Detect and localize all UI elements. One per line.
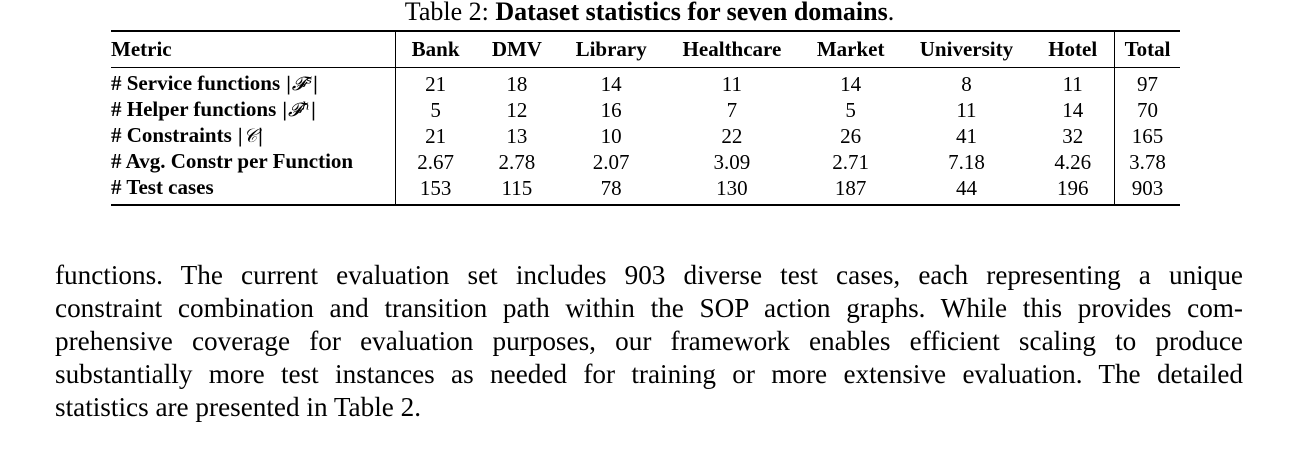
table-caption [0,0,1299,27]
row-label-math: |𝓕ʰ| [281,99,317,121]
cell-hotel: 14 [1031,97,1114,123]
cell-dmv: 12 [506,97,528,122]
column-header-metric: Metric [111,31,395,68]
cell-dmv: 18 [506,71,528,96]
row-label-math: |𝒞| [237,125,264,147]
table-row [111,68,1180,98]
paragraph-line: constraint combination and transition path within the SOP action graphs. While this provides com- [55,293,1243,323]
cell-library: 10 [600,123,622,148]
row-label-text: # Avg. Constr per Function [111,149,354,173]
row-label-text: # Service functions [111,71,286,95]
cell-market: 187 [834,175,867,200]
row-label [111,68,395,98]
row-label [111,97,395,123]
cell-market: 5 [845,97,856,122]
cell-dmv: 115 [501,175,533,200]
cell-library: 2.07 [592,149,630,174]
cell-bank: 21 [425,71,447,96]
column-header-healthcare: Healthcare [664,31,800,68]
dataset-statistics-table [111,30,1180,206]
cell-market: 2.71 [832,149,870,174]
cell-total: 70 [1137,97,1159,122]
cell-bank: 21 [425,123,447,148]
cell-university: 7.18 [948,149,985,174]
paragraph-line: functions. The current evaluation set includes 903 diverse test cases, each representing a unique [55,260,1243,290]
cell-market: 26 [840,123,862,148]
cell-hotel: 32 [1031,123,1114,149]
row-label-text: # Helper functions [111,97,282,121]
cell-library: 78 [600,175,622,200]
cell-total: 903 [1131,175,1164,200]
cell-healthcare: 130 [716,175,748,200]
cell-university: 41 [955,123,977,148]
cell-dmv: 13 [506,123,528,148]
row-label-text: # Test cases [111,175,214,199]
cell-healthcare: 7 [726,97,738,122]
cell-market: 14 [840,71,862,96]
cell-hotel: 4.26 [1031,149,1114,175]
table-row [111,175,1180,205]
cell-bank: 153 [419,175,452,200]
cell-total: 165 [1131,123,1164,148]
table-header-row [111,31,1180,68]
cell-bank: 5 [430,97,441,122]
row-label-math: |𝓕ˢ| [285,73,319,95]
column-header-bank: Bank [395,31,475,68]
row-label [111,175,395,205]
table-row [111,149,1180,175]
body-paragraph [55,259,1243,424]
cell-university: 44 [955,175,977,200]
cell-healthcare: 11 [721,71,743,96]
cell-total: 3.78 [1129,149,1166,174]
paragraph-line: statistics are presented in Table 2. [55,392,422,422]
row-label-text: # Constraints [111,123,238,147]
cell-library: 16 [600,97,622,122]
cell-hotel: 196 [1031,175,1114,205]
paragraph-line: substantially more test instances as needed for training or more extensive evaluation. The detailed [55,359,1243,389]
column-header-dmv: DMV [476,31,559,68]
cell-bank: 2.67 [417,149,454,174]
row-label [111,149,395,175]
table-row [111,97,1180,123]
column-header-university: University [902,31,1032,68]
column-header-market: Market [800,31,902,68]
cell-healthcare: 22 [721,123,743,148]
cell-total: 97 [1137,71,1159,96]
paragraph-line: prehensive coverage for evaluation purposes, our framework enables efficient scaling to produce [55,326,1243,356]
caption-suffix: . [887,0,895,26]
cell-hotel: 11 [1031,68,1114,98]
cell-dmv: 2.78 [498,149,536,174]
row-label [111,123,395,149]
cell-library: 14 [600,71,622,96]
cell-university: 8 [961,71,972,96]
caption-title: Dataset statistics for seven domains [495,0,888,26]
table-row [111,123,1180,149]
cell-university: 11 [956,97,977,122]
column-header-library: Library [558,31,664,68]
caption-prefix: Table 2: [404,0,496,26]
cell-healthcare: 3.09 [713,149,751,174]
column-header-hotel: Hotel [1031,31,1114,68]
column-header-total: Total [1115,31,1180,68]
